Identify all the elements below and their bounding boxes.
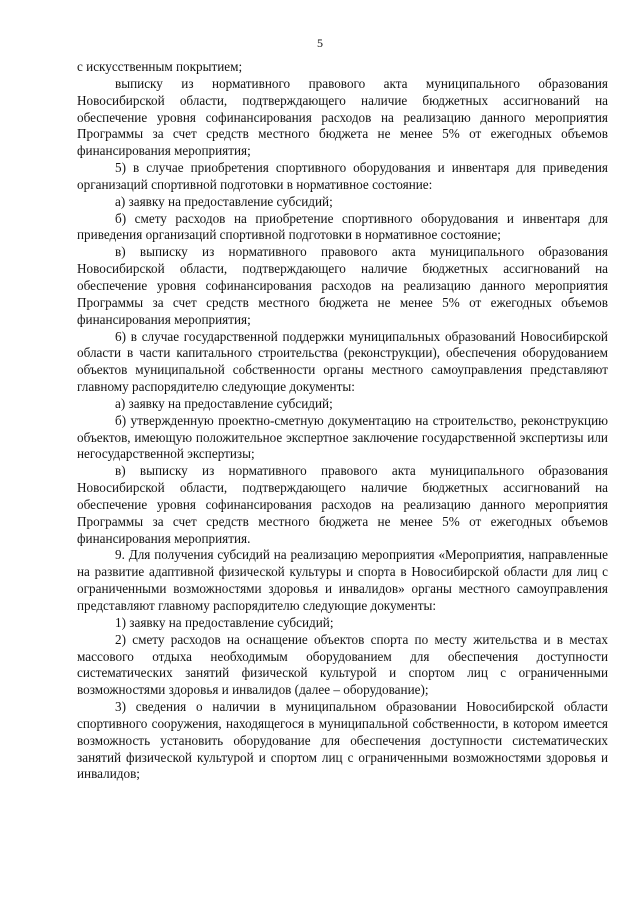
paragraph: в) выписку из нормативного правового акта муниципального образования Новосибирской области, подтверждающего наличие бюджетных ассигнований на обеспечение уровня софинансирования расходов на реализацию данного мероприятия Программы за счет средств местного бюджета не менее 5% от ежегодных объемов финансирования мероприятия; bbox=[77, 244, 608, 327]
paragraph: б) смету расходов на приобретение спортивного оборудования и инвентаря для приведения организаций спортивной подготовки в нормативное состояние; bbox=[77, 210, 608, 243]
paragraph: 5) в случае приобретения спортивного оборудования и инвентаря для приведения организаций спортивной подготовки в нормативное состояние: bbox=[77, 160, 608, 192]
page-number: 5 bbox=[317, 36, 323, 50]
paragraph: с искусственным покрытием; bbox=[77, 59, 243, 74]
paragraph: 1) заявку на предоставление субсидий; bbox=[115, 614, 334, 630]
paragraph: а) заявку на предоставление субсидий; bbox=[115, 395, 333, 411]
paragraph: 9. Для получения субсидий на реализацию мероприятия «Мероприятия, направленные на развитие адаптивной физической культуры и спорта в Новосибирской области для лиц с ограниченными возможностями здоровья и инвалидов» органы местного самоуправления представляют главному распорядителю следующие документы: bbox=[77, 547, 608, 613]
paragraph: а) заявку на предоставление субсидий; bbox=[115, 193, 333, 209]
paragraph: 6) в случае государственной поддержки муниципальных образований Новосибирской области в части капитального строительства (реконструкции), обеспечения оборудованием объектов муниципальной собственности органы местного самоуправления представляют главному распорядителю следующие документы: bbox=[77, 328, 608, 395]
paragraph: 3) сведения о наличии в муниципальном образовании Новосибирской области спортивного сооружения, находящегося в муниципальной собственности, в котором имеется возможность установить оборудование для обеспечения доступности систематических занятий физической культурой и спортом лиц с ограниченными возможностями здоровья и инвалидов; bbox=[77, 699, 608, 782]
paragraph: в) выписку из нормативного правового акта муниципального образования Новосибирской области, подтверждающего наличие бюджетных ассигнований на обеспечение уровня софинансирования расходов на реализацию данного мероприятия Программы за счет средств местного бюджета не менее 5% от ежегодных объемов финансирования мероприятия. bbox=[77, 463, 608, 546]
paragraph: б) утвержденную проектно-сметную документацию на строительство, реконструкцию объектов, имеющую положительное экспертное заключение государственной экспертизы или негосударственной экспертизы; bbox=[77, 412, 608, 462]
paragraph: выписку из нормативного правового акта муниципального образования Новосибирской области, подтверждающего наличие бюджетных ассигнований на обеспечение уровня софинансирования расходов на реализацию данного мероприятия Программы за счет средств местного бюджета не менее 5% от ежегодных объемов финансирования мероприятия; bbox=[77, 75, 608, 159]
paragraph: 2) смету расходов на оснащение объектов спорта по месту жительства и в местах массового отдыха необходимым оборудованием для обеспечения доступности систематических занятий физической культурой и спортом лиц с ограниченными возможностями здоровья и инвалидов (далее – оборудование); bbox=[77, 631, 608, 698]
document-body bbox=[77, 59, 608, 783]
